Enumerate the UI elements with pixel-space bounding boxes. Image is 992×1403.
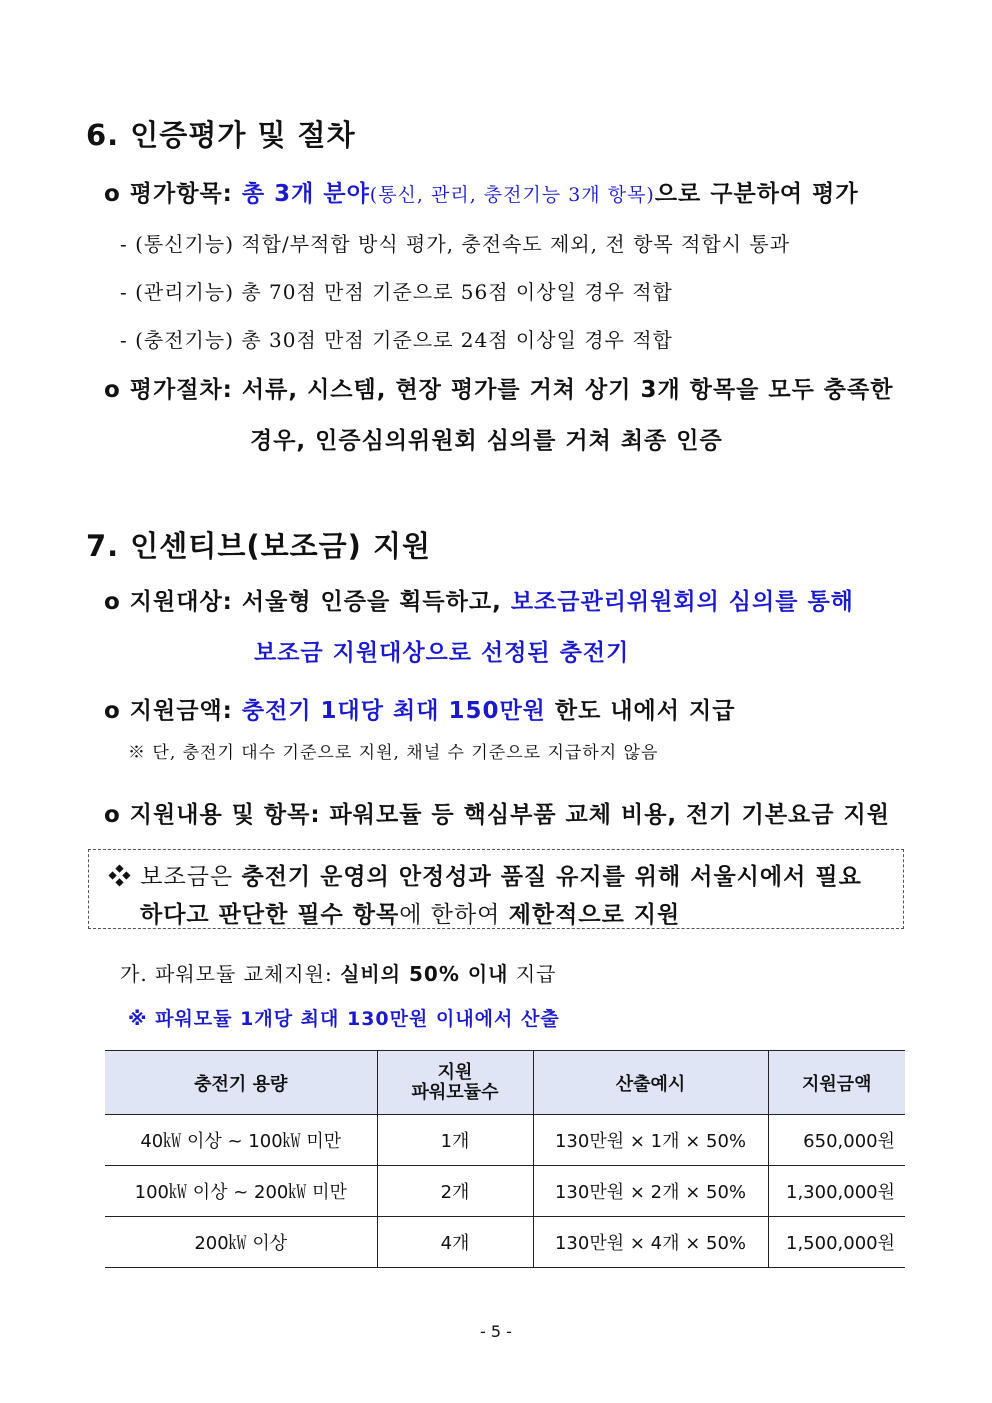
sub-item-management: - (관리기능) 총 70점 만점 기준으로 56점 이상일 경우 적합 [120, 280, 673, 304]
subsidy-notice-line1 [108, 858, 862, 891]
cell-module-count: 1개 [377, 1115, 533, 1166]
header-amount: 지원금액 [768, 1051, 905, 1115]
support-content-line: o 지원내용 및 항목: 파워모듈 등 핵심부품 교체 비용, 전기 기본요금 지원 [104, 802, 890, 828]
cell-capacity: 200㎾ 이상 [105, 1217, 377, 1268]
cell-capacity: 100㎾ 이상 ~ 200㎾ 미만 [105, 1166, 377, 1217]
header-module-count-line2: 파워모듈수 [411, 1081, 499, 1103]
eval-items-rest: 으로 구분하여 평가 [654, 181, 859, 207]
support-target-committee: 보조금관리위원회의 심의를 통해 [510, 589, 854, 615]
eval-items-count: 총 3개 분야 [241, 181, 370, 207]
support-amount-max: 충전기 1대당 최대 150만원 [241, 698, 546, 724]
support-amount-line [104, 692, 735, 725]
support-amount-label: o 지원금액: [104, 698, 242, 724]
subsidy-table [105, 1050, 905, 1268]
header-module-count [377, 1051, 533, 1115]
eval-procedure-line1: o 평가절차: 서류, 시스템, 현장 평가를 거쳐 상기 3개 항목을 모두 충족한 [104, 377, 894, 403]
support-amount-note: ※ 단, 충전기 대수 기준으로 지원, 채널 수 기준으로 지급하지 않음 [128, 743, 659, 763]
power-module-line [120, 958, 556, 987]
support-amount-rest: 한도 내에서 지급 [545, 698, 736, 724]
cell-calc-example: 130만원 × 4개 × 50% [533, 1217, 768, 1268]
support-target-line2: 보조금 지원대상으로 선정된 충전기 [254, 640, 630, 666]
power-module-rest: 지급 [508, 962, 557, 986]
subsidy-notice-prefix: ❖ 보조금은 [108, 864, 242, 890]
cell-amount: 650,000원 [768, 1115, 905, 1166]
subsidy-notice-mid: 에 한하여 [399, 902, 509, 928]
table-row [105, 1166, 905, 1217]
cell-calc-example: 130만원 × 1개 × 50% [533, 1115, 768, 1166]
eval-items-line [104, 175, 859, 208]
section-7-title: 7. 인센티브(보조금) 지원 [86, 529, 432, 563]
eval-items-label: o 평가항목: [104, 181, 242, 207]
table-row [105, 1115, 905, 1166]
support-target-line1 [104, 583, 854, 616]
power-module-ratio: 실비의 50% 이내 [340, 962, 509, 986]
power-module-label: 가. 파워모듈 교체지원: [120, 962, 341, 986]
support-target-label: o 지원대상: 서울형 인증을 획득하고, [104, 589, 511, 615]
section-6-title: 6. 인증평가 및 절차 [86, 118, 356, 152]
table-header-row [105, 1051, 905, 1115]
subsidy-notice-line2 [140, 896, 680, 929]
cell-capacity: 40㎾ 이상 ~ 100㎾ 미만 [105, 1115, 377, 1166]
cell-calc-example: 130만원 × 2개 × 50% [533, 1166, 768, 1217]
eval-procedure-line2: 경우, 인증심의위원회 심의를 거쳐 최종 인증 [250, 428, 723, 454]
header-capacity: 충전기 용량 [105, 1051, 377, 1115]
sub-item-communication: - (통신기능) 적합/부적합 방식 평가, 충전속도 제외, 전 항목 적합시 통과 [120, 232, 791, 256]
page-number: - 5 - [480, 1322, 512, 1341]
power-module-note: ※ 파워모듈 1개당 최대 130만원 이내에서 산출 [128, 1008, 560, 1030]
cell-module-count: 2개 [377, 1166, 533, 1217]
eval-items-detail: (통신, 관리, 충전기능 3개 항목) [369, 184, 655, 206]
cell-amount: 1,500,000원 [768, 1217, 905, 1268]
header-module-count-line1: 지원 [437, 1061, 473, 1083]
table-row [105, 1217, 905, 1268]
cell-amount: 1,300,000원 [768, 1166, 905, 1217]
header-calc-example: 산출예시 [533, 1051, 768, 1115]
subsidy-notice-bold3: 제한적으로 지원 [508, 902, 681, 928]
cell-module-count: 4개 [377, 1217, 533, 1268]
subsidy-notice-bold1: 충전기 운영의 안정성과 품질 유지를 위해 서울시에서 필요 [241, 864, 862, 890]
subsidy-notice-bold2: 하다고 판단한 필수 항목 [140, 902, 400, 928]
sub-item-charging: - (충전기능) 총 30점 만점 기준으로 24점 이상일 경우 적합 [120, 328, 673, 352]
